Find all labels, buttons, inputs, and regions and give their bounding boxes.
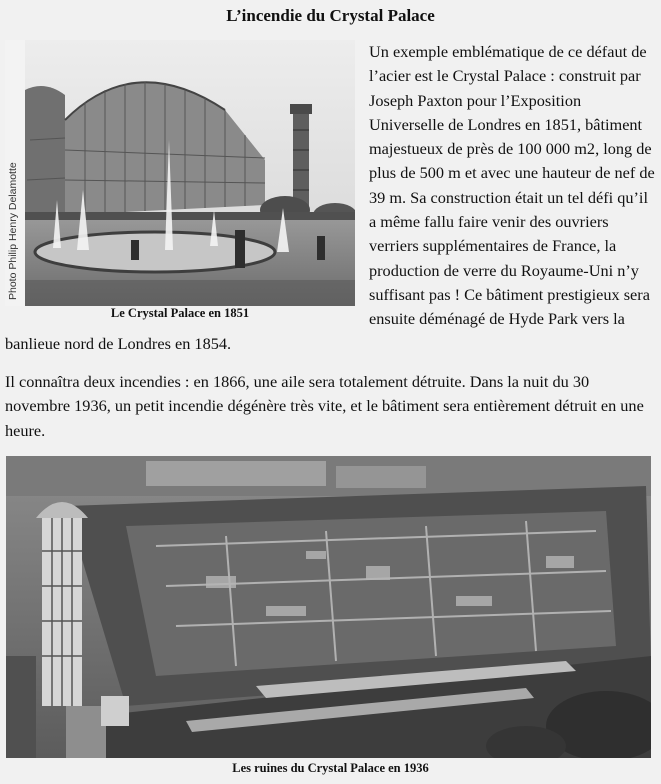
figure1-caption: Le Crystal Palace en 1851 <box>110 306 250 320</box>
paragraph-history-text: Un exemple emblématique de ce défaut de l’acier est le Crystal Palace : construit par Joseph Paxton pour l’Exposition Universelle de Londres en 1851, bâtiment majestueux de près de 100 000 m2, long de plus de 500 m et avec une hauteur de nef de 39 m. Sa construction était un tel défi qu’il a même fallu faire venir des ouvriers verriers supplémentaires de France, la production de verre du Royaume-Uni n’y suffisant pas ! Ce bâtiment prestigieux sera ensuite déménagé de Hyde Park vers la banlieue nord de Londres en 1854. <box>5 42 655 353</box>
figure2-caption: Les ruines du Crystal Palace en 1936 <box>232 761 429 775</box>
page-title: L’incendie du Crystal Palace <box>226 6 435 25</box>
crystal-palace-1851-photo <box>5 40 355 306</box>
photo-credit: Photo Philip Henry Delamotte <box>7 162 19 300</box>
crystal-palace-ruins-photo <box>6 456 651 758</box>
figure-crystal-palace-1851 <box>5 40 355 320</box>
paragraph-fires: Il connaîtra deux incendies : en 1866, une aile sera totalement détruite. Dans la nuit du 30 novembre 1936, un petit incendie dégénère très vite, et le bâtiment sera entièrement détruit en une heure. <box>5 372 644 440</box>
